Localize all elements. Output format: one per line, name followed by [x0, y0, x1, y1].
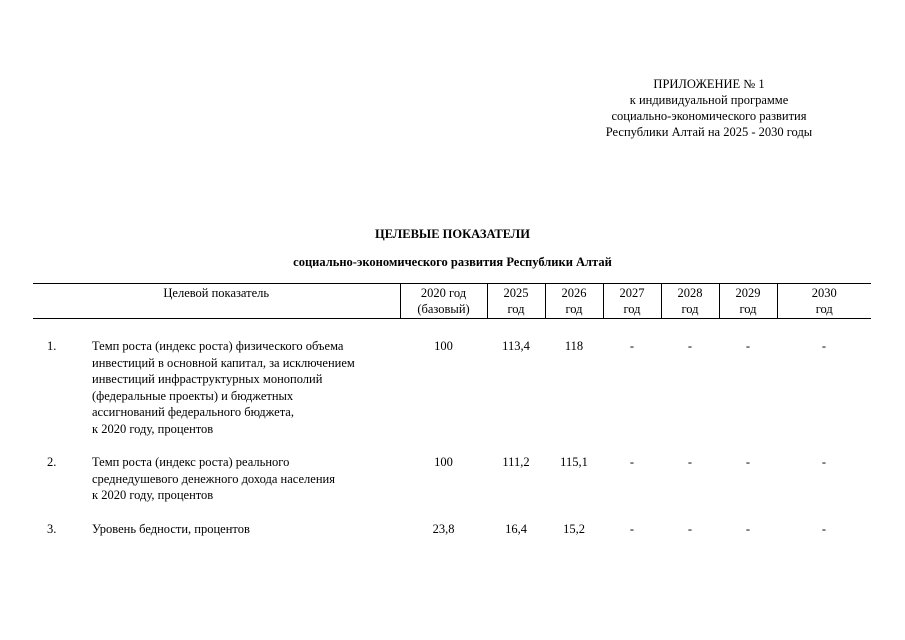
row-1-name-line: Темп роста (индекс роста) физического объема: [92, 339, 344, 353]
table-row: [33, 338, 871, 437]
table-gap: [33, 504, 871, 521]
header-2025-line1: 2025: [503, 286, 529, 300]
row-1-name-line: инвестиций в основной капитал, за исключением: [92, 355, 355, 370]
header-2027-line2: год: [623, 302, 641, 316]
appendix-line-1: ПРИЛОЖЕНИЕ № 1: [653, 77, 765, 91]
title-line-1: ЦЕЛЕВЫЕ ПОКАЗАТЕЛИ: [375, 227, 530, 241]
header-2020-line1: 2020 год: [420, 286, 467, 300]
row-2-value-2020: 100: [434, 455, 453, 469]
header-2027: [603, 284, 661, 319]
header-2030: [777, 284, 871, 319]
row-2-name: [79, 454, 400, 504]
row-3-name: [79, 521, 400, 538]
header-2027-line1: 2027: [619, 286, 645, 300]
header-2030-line1: 2030: [811, 286, 837, 300]
row-1-name-line: (федеральные проекты) и бюджетных: [92, 388, 294, 403]
row-3-name-line: Уровень бедности, процентов: [92, 521, 250, 536]
header-2029-line2: год: [739, 302, 757, 316]
header-indicator: [33, 284, 400, 319]
row-1-name: [79, 338, 400, 437]
header-2025: [487, 284, 545, 319]
row-2-value-2025: 111,2: [502, 455, 530, 469]
row-2-name-line: среднедушевого денежного дохода населения: [92, 471, 335, 486]
appendix-line-3: социально-экономического развития: [611, 109, 807, 123]
row-2-indicator-layout: [33, 454, 400, 504]
title-line-2: социально-экономического развития Республики Алтай: [293, 255, 612, 269]
indicators-table: [33, 283, 871, 537]
row-3-value-2020: 23,8: [432, 521, 455, 536]
header-2029: [719, 284, 777, 319]
row-2-value-2026: 115,1: [560, 455, 588, 469]
header-2028: [661, 284, 719, 319]
row-3-indicator-layout: [33, 521, 400, 538]
row-1-value-2025: 113,4: [502, 339, 530, 353]
row-1-indicator: [33, 338, 400, 437]
header-2028-line2: год: [681, 302, 699, 316]
row-2-value-2029: -: [745, 455, 751, 469]
row-number: 1.: [47, 339, 57, 353]
table-header-row: [33, 284, 871, 319]
row-1-name-line: инвестиций инфраструктурных монополий: [92, 372, 323, 386]
header-2026-line1: 2026: [561, 286, 587, 300]
header-2026-line2: год: [565, 302, 583, 316]
table-row: [33, 454, 871, 504]
header-2020-line2: (базовый): [417, 302, 470, 316]
row-2-value-2030: -: [821, 455, 827, 469]
header-2029-line1: 2029: [735, 286, 761, 300]
row-1-name-line: ассигнований федерального бюджета,: [92, 405, 294, 419]
header-2026: [545, 284, 603, 319]
row-2-value-2027: -: [629, 455, 635, 469]
row-number: 3.: [47, 521, 57, 536]
appendix-header: [559, 76, 859, 140]
header-indicator-label: Целевой показатель: [163, 286, 270, 300]
row-1-value-2029: -: [745, 339, 751, 353]
row-1-value-2030: -: [821, 339, 827, 353]
row-1-value-2028: -: [687, 339, 693, 353]
document-title: [0, 224, 905, 272]
row-2-name-line: к 2020 году, процентов: [92, 488, 214, 502]
table-row: [33, 521, 871, 538]
row-3-value-2027: -: [629, 521, 635, 536]
header-2028-line1: 2028: [677, 286, 703, 300]
header-2020: [400, 284, 487, 319]
appendix-line-2: к индивидуальной программе: [629, 93, 789, 107]
row-3-indicator: [33, 521, 400, 538]
row-2-name-line: Темп роста (индекс роста) реального: [92, 455, 290, 469]
table-gap: [33, 437, 871, 454]
row-3-value-2029: -: [745, 521, 751, 536]
row-3-value-2026: 15,2: [563, 521, 585, 536]
row-3-value-2028: -: [687, 521, 693, 536]
row-2-value-2028: -: [687, 455, 693, 469]
row-1-value-2020: 100: [434, 339, 453, 353]
row-2-indicator: [33, 454, 400, 504]
row-number: 2.: [47, 455, 57, 469]
appendix-line-4: Республики Алтай на 2025 - 2030 годы: [605, 125, 813, 139]
row-1-value-2026: 118: [564, 339, 584, 353]
row-3-value-2025: 16,4: [505, 521, 527, 536]
row-1-indicator-layout: [33, 338, 400, 437]
row-3-value-2030: -: [821, 521, 827, 536]
table-spacer: [33, 319, 871, 339]
row-1-value-2027: -: [629, 339, 635, 353]
header-2030-line2: год: [815, 302, 833, 316]
header-2025-line2: год: [507, 302, 525, 316]
row-1-name-line: к 2020 году, процентов: [92, 421, 214, 436]
